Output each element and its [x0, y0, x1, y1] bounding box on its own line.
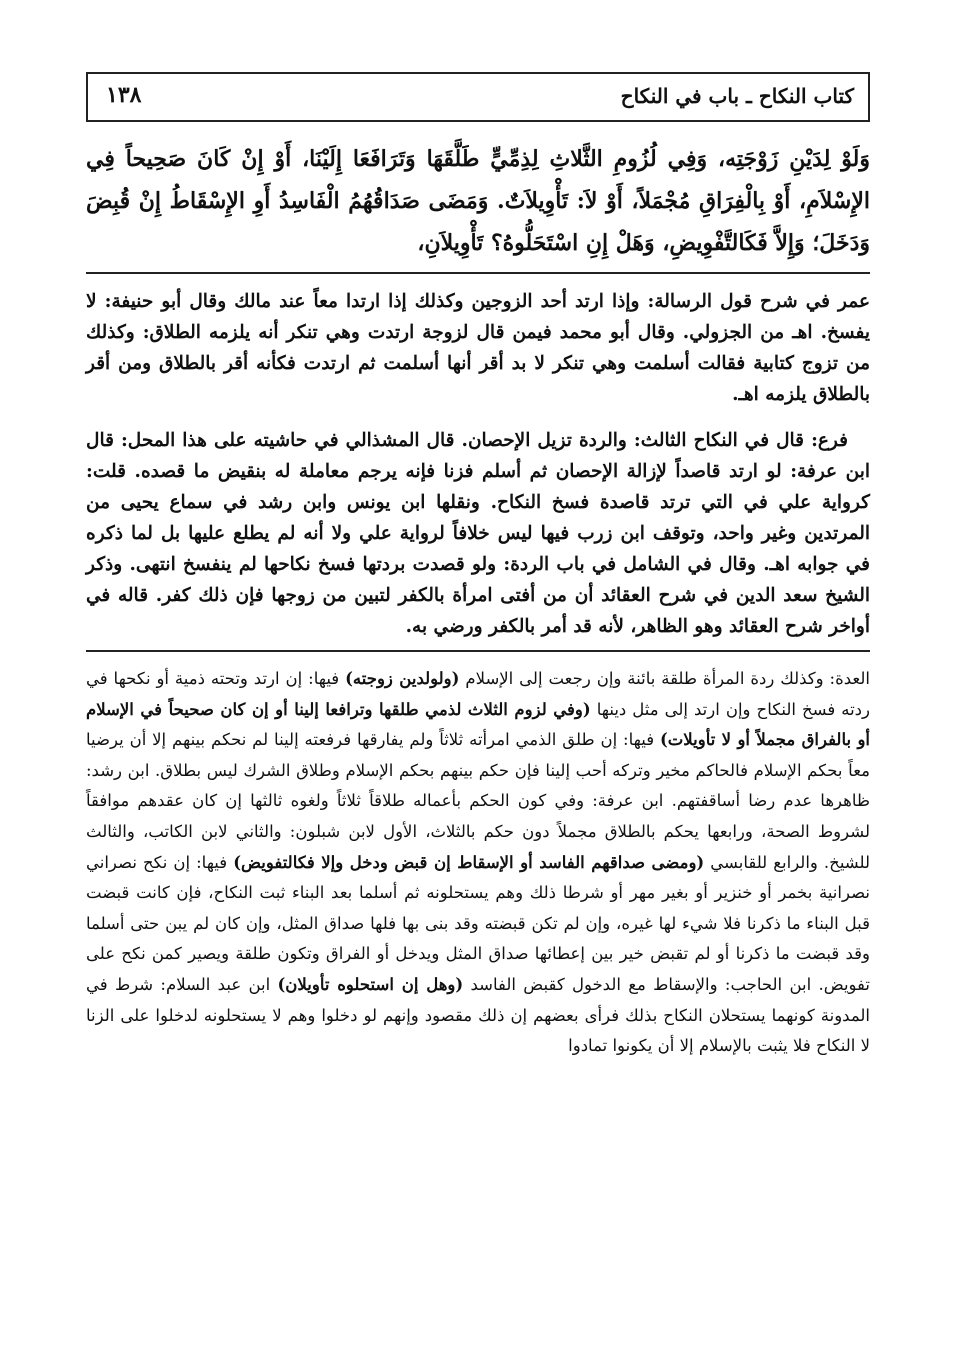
hashiya-segment: ابن عبد السلام: شرط في المدونة كونهما يستحلان النكاح بذلك فرأى بعضهم إن ذلك مقصود وإنهم لو دخلوا وهم لا يستحلونه لدخلوا على الزنا لا النكاح فلا يثبت بالإسلام إلا أن يكونوا تمادوا [86, 974, 870, 1056]
hashiya-quoted-matn: (وهل إن استحلوه تأويلان) [277, 974, 464, 994]
hashiya-paragraph [86, 664, 870, 1062]
hashiya-segment: العدة: وكذلك ردة المرأة طلقة بائنة وإن رجعت إلى الإسلام [459, 669, 870, 688]
hashiya-quoted-matn: (ومضى صداقهم الفاسد أو الإسقاط إن قبض ودخل وإلا فكالتفويض) [233, 852, 705, 872]
book-page [86, 72, 870, 1352]
hashiya-section [86, 664, 870, 1062]
hashiya-segment: فيها: إن نكح نصراني نصرانية بخمر أو خنزير أو بغير مهر أو شرطا ذلك وهم يستحلونه ثم أسلما بعد البناء ثبت النكاح، فإن كانت قبضت قبل البناء ما ذكرنا فلا شيء لها غيره، وإن لم تكن قبضته وقد بنى بها فلها صداق المثل، وإن كان لم يبن حتى أسلما وقد قبضت ما ذكرنا أو لم تقبض خير بين إعطائها صداق المثل ويدخل أو الفراق وتكون طلقة ويصير كمن نكح على تفويض. ابن الحاجب: والإسقاط مع الدخول كقبض الفاسد [86, 852, 870, 994]
sharh-paragraph-1: عمر في شرح قول الرسالة: وإذا ارتد أحد الزوجين وكذلك إذا ارتدا معاً عند مالك وقال أبو حنيفة: لا يفسخ. اهـ من الجزولي. وقال أبو محمد فيمن قال لزوجة ارتدت وهي تنكر أنه يلزمه الطلاق: وكذلك من تزوج كتابية فقالت أسلمت وهي تنكر لا بد أقر أنها أسلمت ثم ارتدت فكأنه أقر بالطلاق ومن أقر بالطلاق يلزمه اهـ. [86, 291, 870, 405]
hashiya-segment: فيها: إن ارتد وتحته ذمية أو نكحها في ردته فسخ النكاح وإن ارتد إلى مثل دينها [86, 669, 870, 719]
running-title: كتاب النكاح ـ باب في النكاح [620, 84, 854, 108]
divider-rule-bottom [86, 650, 870, 652]
matn-text: وَلَوْ لِدَيْنِ زَوْجَتِه، وَفِي لُزُومِ الثَّلاثِ لِذِمِّيٍّ طَلَّقَهَا وَتَرَافَعَا إِلَيْنَا، أَوْ إِنْ كَانَ صَحِيحاً فِي الإِسْلاَمِ، أَوْ بِالْفِرَاقِ مُجْمَلاً، أَوْ لاَ: تَأْوِيلاَتٌ. وَمَضَى صَدَاقُهُمُ الْفَاسِدُ أَوِ الإِسْقَاطُ إِنْ قُبِضَ وَدَخَلَ؛ وَإِلاَّ فَكَالتَّفْوِيضِ، وَهَلْ إِنِ اسْتَحَلُّوهُ؟ تَأْوِيلاَنِ، [86, 146, 870, 256]
hashiya-segment: فيها: إن طلق الذمي امرأته ثلاثاً ولم يفارقها فرفعته إلينا لم نحكم بينهم إلا أن يرضيا معاً بحكم الإسلام فالحاكم مخير وتركه أحب إلينا فإن حكم بينهم بحكم الإسلام وطلاق الشرك ليس بطلاق. ابن رشد: ظاهرها عدم رضا أساقفتهم. ابن عرفة: وفي كون الحكم بأعماله طلاقاً ثلاثاً ولغوه ثالثها إن كان عقدهم موافقاً لشروط الصحة، ورابعها يحكم بالطلاق مجملاً دون حكم بالثلاث، الأول لابن شبلون: والثاني لابن الكاتب، والثالث للشيخ. والرابع للقابسي [86, 730, 871, 872]
divider-rule-top [86, 272, 870, 274]
hashiya-quoted-matn: (وفي لزوم الثلاث لذمي طلقها وترافعا إلينا أو إن كان صحيحاً في الإسلام أو بالفراق مجملاً أو لا تأويلات) [86, 699, 870, 750]
page-number: ١٣٨ [106, 82, 142, 108]
sharh-paragraph-2: فرع: قال في النكاح الثالث: والردة تزيل الإحصان. قال المشذالي في حاشيته على هذا المحل: قال ابن عرفة: لو ارتد قاصداً لإزالة الإحصان ثم أسلم فزنا فإنه يرجم معاملة له بنقيض ما قصده. قلت: كرواية علي في التي ترتد قاصدة فسخ النكاح. ونقلها ابن يونس وابن رشد في سماع يحيى من المرتدين وغير واحد، وتوقف ابن زرب فيها ليس خلافاً لرواية علي ولا أنه لم يطلع عليها بل لما ذكره في جوابه اهـ. وقال في الشامل في باب الردة: ولو قصدت بردتها فسخ نكاحها لم ينفسخ انتهى. وذكر الشيخ سعد الدين في شرح العقائد أن من أفتى امرأة بالكفر لتبين من زوجها فإن ذلك كفر. قاله في أواخر شرح العقائد وهو الظاهر، لأنه قد أمر بالكفر ورضي به. [86, 430, 870, 637]
page-header [86, 72, 870, 122]
hashiya-quoted-matn: (ولولدين زوجته) [345, 669, 460, 688]
sharh-section [86, 286, 870, 642]
